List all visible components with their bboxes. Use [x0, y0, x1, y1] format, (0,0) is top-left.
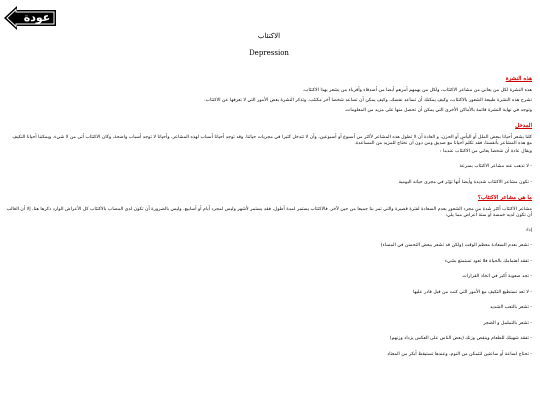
paragraph: إذا: — [525, 228, 532, 233]
page-title-english: Depression — [249, 49, 289, 57]
list-item: - تحتاج لساعة أو ساعتين لتتمكن من النوم، وعندها تستيقظ أبكر من المعتاد — [387, 351, 532, 357]
paragraph: هذه النشرة لكل من يعاني من مشاعر الاكتئاب، ولكل من يهمهم أمرهم أيضا من أصدقاء وأقرباء من يشعر بهذا الاكتئاب. — [302, 88, 532, 93]
paragraph: تشرح هذه النشرة طبيعة الشعور بالاكتئاب، وكيف يمكنك أن تساعد نفسك، وكيف يمكن أن تساعد شخصا آخر مكتئب. وتذكر النشرة بعض الأمور التي لا تعرفها عن الاكتئاب. — [204, 98, 532, 103]
list-item: - لا تعد تستطيع التكيف مع الأمور التي كنت من قبل قادر عليها — [413, 289, 532, 295]
list-item: - تجد صعوبة أكبر في اتخاذ القرارات — [462, 274, 532, 279]
list-item: - تفقد اهتمامك بالحياة فلا تعود تستمتع بشيء — [444, 258, 532, 264]
list-item: - تشعر بالتململ و الضجر — [483, 320, 532, 326]
list-item: - تشعر بعدم السعادة معظم الوقت (ولكن قد تشعر ببعض التحسن في المساء) — [380, 243, 532, 248]
back-button[interactable] — [4, 5, 56, 31]
article — [6, 32, 532, 367]
section-heading: هذه النشرة — [505, 76, 532, 82]
list-item: - لا تذهب عنه مشاعر الاكتئاب بسرعة — [459, 164, 532, 169]
paragraph: ويقال عادة أن شخصا يعاني من الاكتئاب عندما : — [439, 149, 532, 154]
section-introduction — [6, 123, 532, 186]
section-heading: المدخل — [515, 123, 532, 129]
section-heading: ما هي مشاعر الاكتئاب؟ — [477, 195, 532, 201]
section-what-is-depression — [6, 195, 532, 358]
page-title-arabic: الاكتئاب — [257, 32, 281, 40]
list-item: - تكون مشاعر الاكتئاب شديدة وأيضا أنها تؤثر في مجرى حياته اليومية — [398, 179, 532, 185]
paragraph: وتوجد في نهاية النشرة قائمة بالأماكن الأخرى التي يمكن أن تحصل منها على مزيد من المعلومات. — [344, 108, 532, 113]
paragraph: كلنا يشعر أحيانا ببعض الملل أو اليأس أو الحزن، و العادة أن لا تطول هذه المشاعر لأكثر من أسبوع أو أسبوعين، وأن لا تتدخل كثيرا في مجريات حياتنا. وقد توجد أحيانا أسباب لهذه المشاعر، وأحيانا لا توجد أسباب واضحة، وكان الاكتئاب أتى من لا شيء. ويمكننا أحيانا التكيف مع هذه المشاعر بأنفسنا، فقد تكلم أحيانا مع صديق ومن دون أن نحتاج للمزيد من المساعدة. — [12, 135, 532, 146]
section-about-leaflet — [6, 76, 532, 114]
back-button-label: عودة — [23, 11, 51, 24]
list-item: - تشعر بالتعب الشديد — [490, 305, 532, 310]
list-item: - تفقد شهيتك للطعام وينقص وزنك (بعض الناس على العكس يزداد وزنهم) — [389, 336, 532, 341]
paragraph: مشاعر الاكتئاب أكثر شدة من مجرد الشعور بعدم السعادة لفترة قصيرة والتي تمر بنا جميعا من حين لآخر. فالاكتئاب يستمر لمدة أطول، فقد يستمر لأشهر وليس لمجرد أيام أو أسابيع. وليس بالضرورة أن تكون لدى المصاب بالاكتئاب كل الأعراض الوارد ذكرها هنا، إلا أن الغالب أن تكون لديه خمسة أو ستة أعراض مما يلي: — [6, 207, 532, 218]
